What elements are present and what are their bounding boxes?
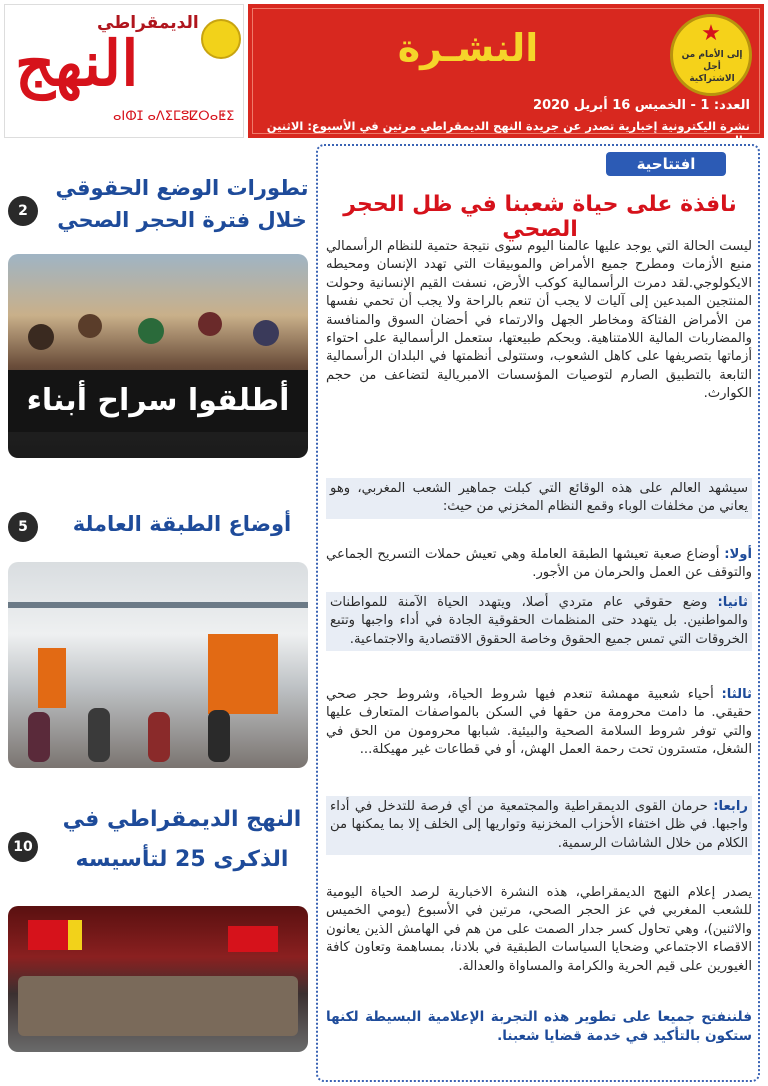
- editorial-article: [316, 144, 760, 1082]
- red-flag: [28, 920, 68, 950]
- sidebar-item-rights[interactable]: [8, 150, 310, 460]
- sidebar-title: النهج الديمقراطي في الذكرى 25 لتأسيسه: [62, 807, 302, 872]
- section-label: افتتاحية: [606, 152, 726, 176]
- crowd-figure: [88, 708, 110, 762]
- logo-title: النهج: [15, 27, 139, 100]
- paragraph-first: [326, 546, 752, 583]
- point-text: حرمان القوى الديمقراطية والمجتمعية من أي فرصة للتدخل في أداء واجبها. في ظل اختفاء الأحزاب المخزنية وتواريها إلى الخلف إلا بما يمكنها من الكلام من خلال الشاشات الرسمية.: [330, 799, 748, 851]
- crowd-figure: [78, 314, 102, 338]
- point-text: وضع حقوقي عام متردي أصلا، ويتهدد الحياة الآمنة للمواطنات والمواطنين. بل يتهدد حتى المنظمات الحقوقية الجادة في أداء واجبها وتتبع الخروقات التي تمس جميع الحقوق وخاصة الحقوق الاقتصادية والاجتماعية.: [330, 595, 748, 647]
- point-label: ثانيا:: [717, 595, 748, 610]
- page-number-badge: 10: [8, 832, 38, 862]
- bulletin-description: نشرة اليكترونية إخبارية تصدر عن جريدة النهج الديمقراطي مرتين في الأسبوع: الاثنين والخميس: [266, 119, 750, 147]
- sidebar-item-anniversary[interactable]: [8, 796, 310, 1054]
- crowd-figure: [253, 320, 279, 346]
- newspaper-logo: [4, 4, 244, 138]
- star-icon: ★: [701, 21, 721, 46]
- factory-door: [208, 634, 278, 714]
- emblem-icon: [670, 14, 752, 96]
- logo-subtitle: الديمقراطي: [97, 13, 199, 33]
- protest-photo: [8, 254, 308, 458]
- article-headline: نافذة على حياة شعبنا في ظل الحجر الصحي: [343, 192, 737, 242]
- crowd-figure: [148, 712, 170, 762]
- wall-stripe: [8, 602, 308, 608]
- point-label: ثالثا:: [721, 687, 752, 702]
- paragraph-intro: ليست الحالة التي يوجد عليها عالمنا اليوم سوى نتيجة حتمية للنظام الرأسمالي منبع الأزمات ومطرح جميع الأمراض والموبيقات التي تهدد الإنسان ومحيطه الايكولوجي.لقد دمرت الرأسمالية كوكب الأرض، نسفت القيم الإنسانية وحولت المنتجين المبدعين إلى آليات لا يجب أن تنعم بالراحة ولا يجب أن تحمي نفسها من الأمراض الفتاكة ومخاطر الجهل والارتماء في أحضان السوق والمنافسة والمضاربات المالية اللامتناهية. وبحكم طبيعتها، ستعمل الرأسمالية على احتواء أزماتها بتصريفها على كاهل الشعوب، وستتولى أنظمتها في البلدان الرأسمالية التابعة بالتطبيق الصارم لتوصيات المؤسسات الامبريالية لتضاعف من حجم الكوارث.: [326, 239, 752, 402]
- party-seal-icon: [201, 19, 241, 59]
- crowd-figure: [28, 712, 50, 762]
- page-number-badge: 5: [8, 512, 38, 542]
- emblem-text: إلى الأمام من أجل الاشتراكية: [681, 50, 743, 84]
- masthead: [0, 0, 768, 147]
- factory-door: [38, 648, 66, 708]
- paragraph-fourth: [326, 796, 752, 855]
- crowd-figure: [208, 710, 230, 762]
- crowd-group: [18, 976, 298, 1036]
- paragraph-second: [326, 592, 752, 651]
- sidebar-item-workers[interactable]: [8, 500, 310, 770]
- point-label: رابعا:: [713, 799, 748, 814]
- issue-date: العدد: 1 - الخميس 16 أبريل 2020: [533, 98, 750, 113]
- point-text: أحياء شعبية مهمشة تنعدم فيها شروط الحياة، وشروط حجر صحي حقيقي. ما دامت محرومة من حقها في السكن بالمواصفات المتعارف عليها والتي توفر شروط السلامة الصحية والبيئية. شبابها محرومون من الحق في الشغل، متسترون تحت رحمة العمل الهش، أو في قطاعات غير مهيكلة...: [326, 687, 752, 758]
- sidebar-title: أوضاع الطبقة العاملة: [72, 512, 292, 536]
- bulletin-title: النشـرة: [397, 26, 539, 70]
- paragraph-purpose: يصدر إعلام النهج الديمقراطي، هذه النشرة الاخبارية لرصد الحياة اليومية للشعب المغربي في عز الحجر الصحي، مرتين في الأسبوع (يومي الخميس والاثنين)، وهي تحاول كسر جدار الصمت على من هم في الهامش الذين يعانون الاقصاء الاجتماعي وضحايا السياسات الطبقية في بلادنا، بمساهمة وتعاون كافة الغيورين على قيم الحرية والكرامة والمساواة والعدالة.: [326, 885, 752, 974]
- point-text: أوضاع صعبة تعيشها الطبقة العاملة وهي تعيش حملات التسريح الجماعي والتوقف عن العمل والحرمان من الأجور.: [326, 547, 752, 581]
- page-number-badge: 2: [8, 196, 38, 226]
- header-banner: [248, 4, 764, 147]
- strike-photo: [8, 562, 308, 768]
- point-label: أولا:: [724, 547, 752, 562]
- yellow-flag: [68, 920, 82, 950]
- logo-tifinagh: ⴰⵏⵀⵊ ⴰⴷⵉⵎⵓⵇⵔⴰⵟⵉ: [113, 109, 235, 124]
- closing-statement: فلننفتح جميعا على تطوير هذه التجربة الإعلامية البسيطة لكنها ستكون بالتأكيد في خدمة قضايا شعبنا.: [326, 1009, 752, 1044]
- crowd-figure: [198, 312, 222, 336]
- crowd-figure: [138, 318, 164, 344]
- congress-photo: [8, 906, 308, 1052]
- paragraph-third: [326, 686, 752, 760]
- paragraph-situation: سيشهد العالم على هذه الوقائع التي كبلت جماهير الشعب المغربي، وهو يعاني من مخلفات الوباء وقمع النظام المخزني من حيث:: [326, 478, 752, 519]
- red-flag: [228, 926, 278, 952]
- sidebar-title: تطورات الوضع الحقوقي خلال فترة الحجر الصحي: [55, 176, 309, 232]
- crowd-figure: [28, 324, 54, 350]
- protest-banner-text: أطلقوا سراح أبناء: [8, 370, 308, 432]
